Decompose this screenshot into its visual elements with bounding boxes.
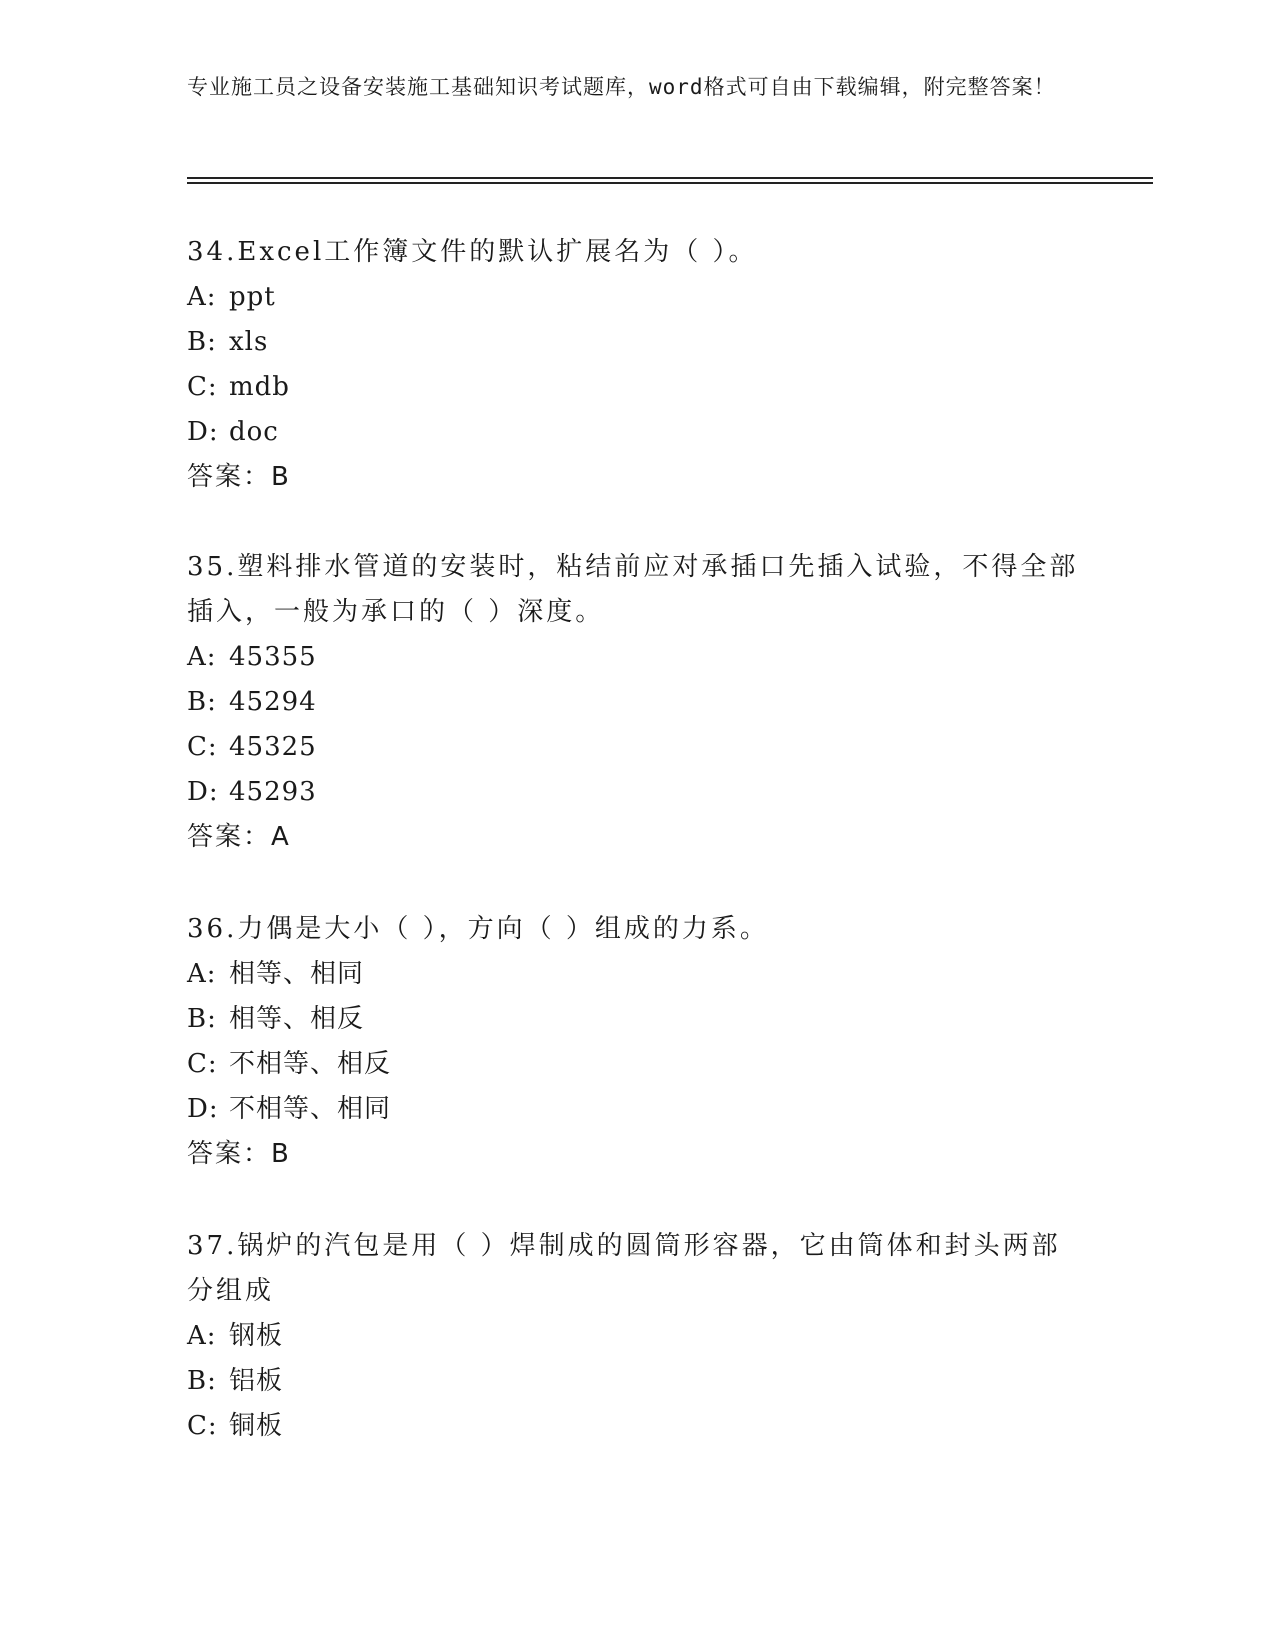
option-text: 不相等、相反	[229, 1049, 392, 1079]
header-rule-top	[187, 177, 1153, 179]
option-key: B:	[187, 1004, 217, 1034]
option-key: B:	[187, 327, 217, 357]
option-text: doc	[229, 417, 279, 447]
option-d	[187, 770, 1087, 815]
answer-line	[187, 815, 1087, 859]
option-text: 45293	[229, 777, 317, 807]
option-key: C:	[187, 372, 218, 402]
option-b	[187, 1359, 1087, 1404]
document-header: 专业施工员之设备安装施工基础知识考试题库，word格式可自由下载编辑，附完整答案！	[187, 75, 1056, 99]
answer-label: 答案：	[187, 1139, 272, 1169]
answer-line	[187, 1132, 1087, 1176]
option-text: 相等、相反	[229, 1004, 365, 1034]
option-key: A:	[187, 959, 217, 989]
option-d	[187, 410, 1087, 455]
option-text: 钢板	[229, 1321, 284, 1351]
header-rule-bottom	[187, 182, 1153, 184]
option-a	[187, 275, 1087, 320]
answer-label: 答案：	[187, 462, 272, 492]
option-text: ppt	[229, 282, 276, 312]
option-b	[187, 320, 1087, 365]
option-text: 铜板	[229, 1411, 284, 1441]
option-key: A:	[187, 282, 217, 312]
option-key: D:	[187, 1094, 219, 1124]
question-36	[187, 907, 1087, 1176]
option-b	[187, 680, 1087, 725]
option-key: D:	[187, 417, 219, 447]
question-34	[187, 230, 1087, 499]
answer-label: 答案：	[187, 822, 272, 852]
option-text: 45294	[229, 687, 317, 717]
question-37	[187, 1224, 1087, 1449]
answer-line	[187, 455, 1087, 499]
option-text: mdb	[229, 372, 290, 402]
answer-value: A	[271, 822, 291, 852]
option-key: A:	[187, 1321, 217, 1351]
option-a	[187, 1314, 1087, 1359]
option-c	[187, 725, 1087, 770]
answer-value: B	[271, 462, 291, 492]
option-text: 相等、相同	[229, 959, 365, 989]
option-c	[187, 365, 1087, 410]
question-stem: 34.Excel工作簿文件的默认扩展名为（ ）。	[187, 237, 758, 267]
option-text: 铝板	[229, 1366, 284, 1396]
question-stem: 35.塑料排水管道的安装时，粘结前应对承插口先插入试验，不得全部插入，一般为承口的（ ）深度。	[187, 552, 1079, 627]
option-key: A:	[187, 642, 217, 672]
answer-value: B	[271, 1139, 291, 1169]
option-key: C:	[187, 732, 218, 762]
option-c	[187, 1042, 1087, 1087]
option-key: B:	[187, 687, 217, 717]
option-text: 不相等、相同	[229, 1094, 392, 1124]
question-stem: 37.锅炉的汽包是用（ ）焊制成的圆筒形容器，它由筒体和封头两部分组成	[187, 1231, 1061, 1306]
option-key: B:	[187, 1366, 217, 1396]
option-key: C:	[187, 1049, 218, 1079]
option-text: 45325	[229, 732, 317, 762]
option-a	[187, 952, 1087, 997]
option-key: C:	[187, 1411, 218, 1441]
option-a	[187, 635, 1087, 680]
option-d	[187, 1087, 1087, 1132]
question-35	[187, 545, 1087, 859]
option-c	[187, 1404, 1087, 1449]
option-key: D:	[187, 777, 219, 807]
option-b	[187, 997, 1087, 1042]
question-stem: 36.力偶是大小（ ），方向（ ）组成的力系。	[187, 914, 769, 944]
option-text: xls	[229, 327, 269, 357]
option-text: 45355	[229, 642, 317, 672]
